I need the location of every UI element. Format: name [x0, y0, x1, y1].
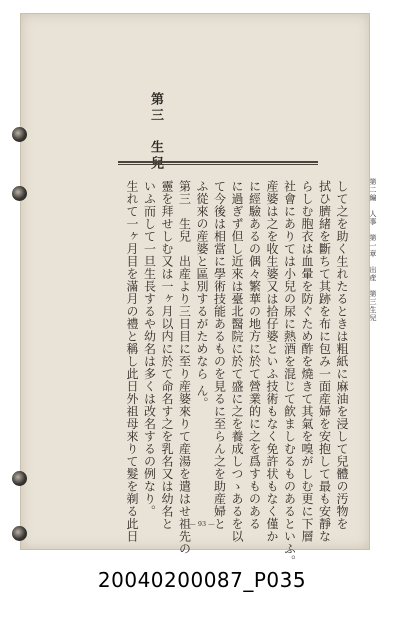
title-rule: [118, 161, 318, 163]
binding-hole-bottom: [12, 526, 27, 541]
text-column: いふ而して一旦生長するや幼名は多くは改名するの例なり。: [142, 180, 157, 518]
binding-hole-lower: [12, 471, 27, 486]
page-number: — 93 —: [189, 520, 215, 528]
text-column: に過ぎず但し近來は臺北醫院に於て盛に之を養成しつゝあるを以: [230, 180, 244, 543]
text-column: 靈を拜せしむ又は一ヶ月以内に於て命名す之を乳名又は幼名と: [160, 180, 174, 530]
text-column: に經驗あるの偶々繁華の地方に於て營業的に之を爲すものある: [247, 180, 262, 530]
text-column: 拭ひ臍緒を斷ちて其跡を布に包み一面産婦を安抱して最も安靜な: [317, 180, 332, 543]
image-caption: 20040200087_P035: [97, 568, 307, 592]
text-column: 生れて一ヶ月目を滿月の禮と稱し此日外祖母來りて髮を剃る此日: [125, 180, 139, 543]
title-rule-thin: [118, 164, 318, 165]
text-column: して之を助く生れたるときは粗紙に麻油を浸して兒體の汚物を: [335, 180, 349, 530]
binding-hole-upper: [12, 186, 27, 201]
text-column: て今後は相當に學術技能あるものを見るに至らん之を助産婦と: [212, 180, 227, 530]
section-title: 第三 生兒: [148, 92, 163, 172]
text-column: 社會にありては小兒の尿に熱酒を混じて飮ましむるものあるといふ。: [282, 180, 297, 568]
text-column: らしむ胞衣は血暈を防ぐため酢を燒きて其氣を嗅がしむ更に下層: [300, 180, 314, 543]
binding-hole-top: [12, 127, 27, 142]
text-column: 産婆は之を收生婆又は拾仔婆といふ技術もなく免許状もなく僅か: [265, 180, 279, 543]
text-column: 第三 生兒 出産より三日目に至り産婆來りて産湯を遣はせ祖先の: [177, 180, 192, 555]
running-header: 第二編 人事 第一章 出産 第三生兒: [369, 178, 377, 322]
text-column: ふ從來の産婆と區別するがためなら ん。: [195, 180, 209, 410]
